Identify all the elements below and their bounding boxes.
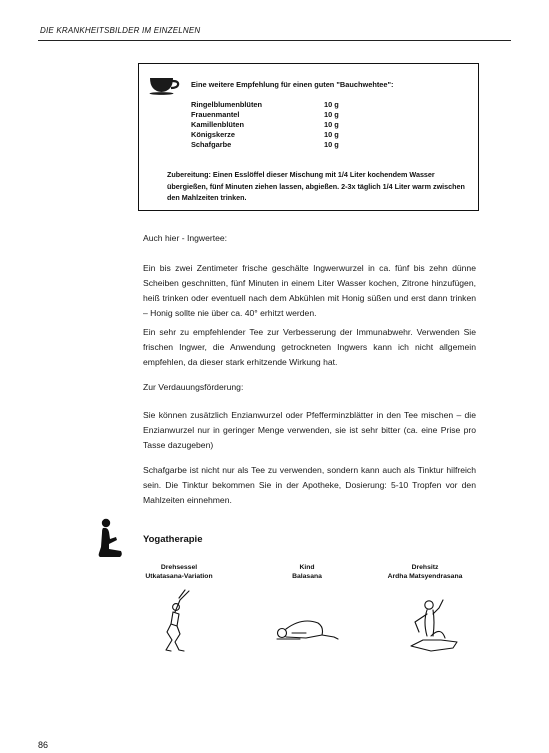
digestion-paragraph: Sie können zusätzlich Enzianwurzel oder Pfefferminzblätter in den Tee mischen – die Enzianwurzel nur in geringer Menge verwenden, sie ist sehr bitter (ca. eine Prise pro Tasse dazugeben) xyxy=(143,410,476,450)
yoga-title: Yogatherapie xyxy=(143,534,203,545)
herb-amount: 10 g xyxy=(324,140,339,149)
pose-label xyxy=(365,564,485,581)
herb-name: Königskerze xyxy=(191,130,235,139)
herb-row xyxy=(191,120,339,130)
herb-name: Schafgarbe xyxy=(191,140,232,149)
herb-amount: 10 g xyxy=(324,110,339,119)
herb-row xyxy=(191,110,339,120)
teacup-icon xyxy=(148,75,182,95)
header-rule xyxy=(38,40,511,41)
herb-name: Kamillenblüten xyxy=(191,120,244,129)
herb-amount: 10 g xyxy=(324,120,339,129)
pose-label xyxy=(131,564,227,581)
herb-amount: 10 g xyxy=(324,130,339,139)
recipe-title: Eine weitere Empfehlung für einen guten "Bauchwehtee": xyxy=(191,80,394,89)
herb-row xyxy=(191,100,339,110)
immune-paragraph: Ein sehr zu empfehlender Tee zur Verbesserung der Immunabwehr. Verwenden Sie frischen Ingwer, die Anwendung getrockneten Ingwers kann ich nicht allgemein empfehlen, da dieser stark erhitzende Wirkung hat. xyxy=(143,327,476,367)
pose-sanskrit-name: Ardha Matsyendrasana xyxy=(387,572,463,580)
seated-twist-pose-illustration xyxy=(405,596,465,654)
herb-list xyxy=(191,100,339,150)
pose-name: Drehsessel xyxy=(160,564,198,571)
digestion-heading: Zur Verdauungsförderung: xyxy=(143,382,244,392)
preparation-text: Zubereitung: Einen Esslöffel dieser Mischung mit 1/4 Liter kochendem Wasser übergießen, fünf Minuten ziehen lassen, abgießen. 2-3x täglich 1/4 Liter warm zwischen den Mahlzeiten trinken. xyxy=(167,170,465,202)
ginger-tea-heading: Auch hier - Ingwertee: xyxy=(143,233,228,243)
herb-row xyxy=(191,140,339,150)
pose-name: Kind xyxy=(299,564,315,571)
herb-amount: 10 g xyxy=(324,100,339,109)
pose-name: Drehsitz xyxy=(411,564,439,571)
yarrow-paragraph: Schafgarbe ist nicht nur als Tee zu verwenden, sondern kann auch als Tinktur hilfreich sein. Die Tinktur bekommen Sie in der Apotheke, Dosierung: 5-10 Tropfen vor den Mahlzeiten einnehmen. xyxy=(143,465,476,505)
kneeling-figure-icon xyxy=(96,517,124,559)
chair-twist-pose-illustration xyxy=(158,588,198,656)
pose-sanskrit-name: Balasana xyxy=(292,572,322,580)
tea-recipe-box xyxy=(138,63,479,211)
page-number: 86 xyxy=(38,740,49,750)
pose-sanskrit-name: Utkatasana-Variation xyxy=(145,572,213,580)
herb-row xyxy=(191,130,339,140)
herb-name: Frauenmantel xyxy=(191,110,240,119)
herb-name: Ringelblumenblüten xyxy=(191,100,263,109)
ginger-tea-paragraph: Ein bis zwei Zentimeter frische geschälte Ingwerwurzel in ca. fünf bis zehn dünne Scheiben geschnitten, fünf Minuten in einem Liter Wasser kochen, Zitrone hinzufügen, heiß trinken oder eventuell nach dem Abkühlen mit Honig süßen und erst dann trinken – Honig sollte nie über ca. 40° erhitzt werden. xyxy=(143,263,476,318)
running-head: DIE KRANKHEITSBILDER IM EINZELNEN xyxy=(40,26,201,35)
child-pose-illustration xyxy=(272,613,340,643)
pose-label xyxy=(262,564,352,581)
